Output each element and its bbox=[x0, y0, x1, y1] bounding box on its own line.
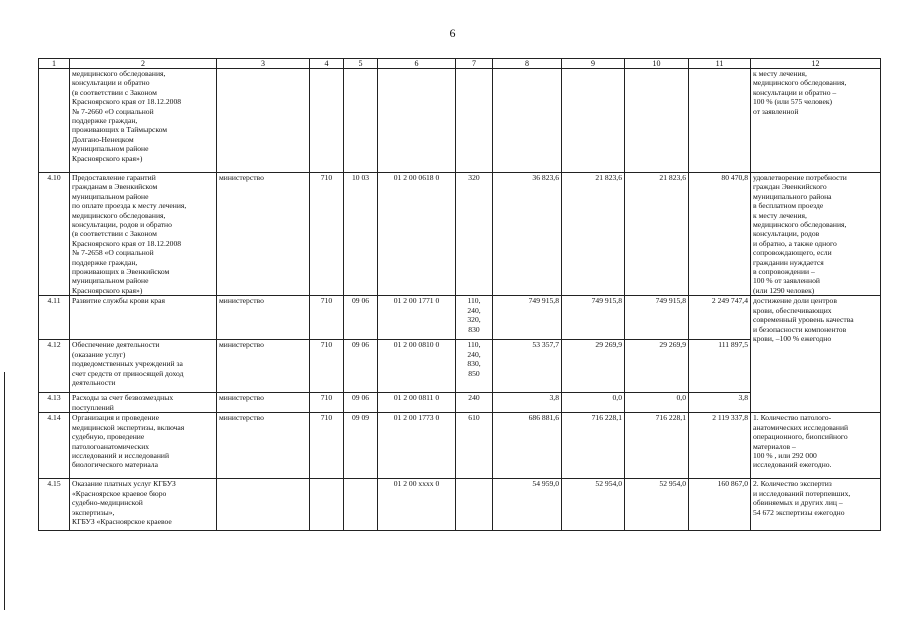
column-number: 12 bbox=[751, 59, 881, 69]
amount-year-2 bbox=[562, 69, 625, 173]
activity-name: Расходы за счет безвозмездных поступлений bbox=[70, 393, 217, 413]
responsible-body bbox=[217, 479, 310, 531]
section-code: 09 09 bbox=[344, 413, 378, 479]
responsible-body: министерство bbox=[217, 340, 310, 393]
expected-result: достижение доли центров крови, обеспечивающих современный уровень качества и безопасности компонентов крови, –100 % ежегодно bbox=[751, 296, 881, 413]
activity-name: Развитие службы крови края bbox=[70, 296, 217, 340]
expected-result: 1. Количество патолого- анатомических исследований операционного, биопсийного материалов – 100 % , или 292 000 исследований ежегодно. bbox=[751, 413, 881, 479]
amount-total: 2 119 337,8 bbox=[689, 413, 751, 479]
amount-year-1 bbox=[493, 69, 562, 173]
expense-type: 110, 240, 830, 850 bbox=[456, 340, 493, 393]
table-row bbox=[39, 296, 881, 340]
table-row bbox=[39, 479, 881, 531]
responsible-body: министерство bbox=[217, 173, 310, 296]
column-number: 1 bbox=[39, 59, 70, 69]
amount-year-3: 29 269,9 bbox=[625, 340, 689, 393]
column-number-row bbox=[39, 59, 881, 69]
expense-type: 240 bbox=[456, 393, 493, 413]
amount-total bbox=[689, 69, 751, 173]
amount-year-3: 0,0 bbox=[625, 393, 689, 413]
activity-name: медицинского обследования, консультации и обратно (в соответствии с Законом Красноярского края от 18.12.2008 № 7-2660 «О социальной поддержке граждан, проживающих в Таймырском Долгано-Ненецком муниципальном районе Красноярского края») bbox=[70, 69, 217, 173]
amount-total: 111 897,5 bbox=[689, 340, 751, 393]
row-number: 4.15 bbox=[39, 479, 70, 531]
amount-year-2: 52 954,0 bbox=[562, 479, 625, 531]
amount-year-3: 716 228,1 bbox=[625, 413, 689, 479]
section-code: 10 03 bbox=[344, 173, 378, 296]
grbs-code: 710 bbox=[310, 340, 344, 393]
page-number: 6 bbox=[449, 26, 456, 40]
responsible-body: министерство bbox=[217, 413, 310, 479]
margin-line bbox=[4, 372, 5, 610]
target-article: 01 2 00 хххх 0 bbox=[378, 479, 456, 531]
amount-total: 3,8 bbox=[689, 393, 751, 413]
target-article: 01 2 00 0810 0 bbox=[378, 340, 456, 393]
activity-name: Оказание платных услуг КГБУЗ «Красноярское краевое бюро судебно-медицинской экспертизы», КГБУЗ «Красноярское краевое bbox=[70, 479, 217, 531]
table-row bbox=[39, 413, 881, 479]
amount-year-2: 29 269,9 bbox=[562, 340, 625, 393]
row-number bbox=[39, 69, 70, 173]
row-number: 4.13 bbox=[39, 393, 70, 413]
expense-type bbox=[456, 69, 493, 173]
activity-name: Предоставление гарантий гражданам в Эвенкийском муниципальном районе по оплате проезда к месту лечения, медицинского обследования, консультации, родов и обратно (в соответствии с Законом Красноярского края от 18.12.2008 № 7-2658 «О социальной поддержке граждан, проживающих в Эвенкийском муниципальном районе Красноярского края») bbox=[70, 173, 217, 296]
grbs-code: 710 bbox=[310, 296, 344, 340]
section-code bbox=[344, 479, 378, 531]
activity-name: Организация и проведение медицинской экспертизы, включая судебную, проведение патологоанатомических исследований и исследований биологического материала bbox=[70, 413, 217, 479]
section-code: 09 06 bbox=[344, 296, 378, 340]
column-number: 7 bbox=[456, 59, 493, 69]
section-code bbox=[344, 69, 378, 173]
expense-type: 610 bbox=[456, 413, 493, 479]
column-number: 11 bbox=[689, 59, 751, 69]
row-number: 4.14 bbox=[39, 413, 70, 479]
amount-year-1: 749 915,8 bbox=[493, 296, 562, 340]
target-article: 01 2 00 1771 0 bbox=[378, 296, 456, 340]
row-number: 4.12 bbox=[39, 340, 70, 393]
amount-year-1: 3,8 bbox=[493, 393, 562, 413]
grbs-code: 710 bbox=[310, 393, 344, 413]
amount-year-1: 686 881,6 bbox=[493, 413, 562, 479]
amount-year-2: 749 915,8 bbox=[562, 296, 625, 340]
column-number: 9 bbox=[562, 59, 625, 69]
expense-type: 320 bbox=[456, 173, 493, 296]
column-number: 5 bbox=[344, 59, 378, 69]
responsible-body bbox=[217, 69, 310, 173]
expense-type bbox=[456, 479, 493, 531]
row-number: 4.11 bbox=[39, 296, 70, 340]
target-article: 01 2 00 1773 0 bbox=[378, 413, 456, 479]
column-number: 10 bbox=[625, 59, 689, 69]
target-article bbox=[378, 69, 456, 173]
expected-result: 2. Количество экспертиз и исследований потерпевших, обвиняемых и других лиц – 54 672 экспертизы ежегодно bbox=[751, 479, 881, 531]
expense-type: 110, 240, 320, 830 bbox=[456, 296, 493, 340]
column-number: 6 bbox=[378, 59, 456, 69]
amount-year-1: 54 959,0 bbox=[493, 479, 562, 531]
amount-year-2: 21 823,6 bbox=[562, 173, 625, 296]
responsible-body: министерство bbox=[217, 296, 310, 340]
amount-year-3: 52 954,0 bbox=[625, 479, 689, 531]
section-code: 09 06 bbox=[344, 393, 378, 413]
amount-year-3 bbox=[625, 69, 689, 173]
grbs-code bbox=[310, 69, 344, 173]
grbs-code: 710 bbox=[310, 413, 344, 479]
column-number: 4 bbox=[310, 59, 344, 69]
expected-result: удовлетворение потребности граждан Эвенкийского муниципального района в бесплатном проезде к месту лечения, медицинского обследования, консультации, родов и обратно, а также одного сопровождающего, если гражданин нуждается в сопровождении – 100 % от заявленной (или 1290 человек) bbox=[751, 173, 881, 296]
amount-year-3: 749 915,8 bbox=[625, 296, 689, 340]
column-number: 2 bbox=[70, 59, 217, 69]
expected-result: к месту лечения, медицинского обследования, консультации и обратно – 100 % (или 575 человек) от заявленной bbox=[751, 69, 881, 173]
column-number: 3 bbox=[217, 59, 310, 69]
amount-year-2: 0,0 bbox=[562, 393, 625, 413]
activity-name: Обеспечение деятельности (оказание услуг) подведомственных учреждений за счет средств от приносящей доход деятельности bbox=[70, 340, 217, 393]
target-article: 01 2 00 0618 0 bbox=[378, 173, 456, 296]
target-article: 01 2 00 0811 0 bbox=[378, 393, 456, 413]
amount-year-1: 53 357,7 bbox=[493, 340, 562, 393]
section-code: 09 06 bbox=[344, 340, 378, 393]
amount-year-2: 716 228,1 bbox=[562, 413, 625, 479]
program-activities-table bbox=[38, 58, 881, 531]
amount-total: 2 249 747,4 bbox=[689, 296, 751, 340]
amount-total: 80 470,8 bbox=[689, 173, 751, 296]
column-number: 8 bbox=[493, 59, 562, 69]
row-number: 4.10 bbox=[39, 173, 70, 296]
table-row bbox=[39, 173, 881, 296]
grbs-code: 710 bbox=[310, 173, 344, 296]
amount-total: 160 867,0 bbox=[689, 479, 751, 531]
grbs-code bbox=[310, 479, 344, 531]
amount-year-3: 21 823,6 bbox=[625, 173, 689, 296]
amount-year-1: 36 823,6 bbox=[493, 173, 562, 296]
responsible-body: министерство bbox=[217, 393, 310, 413]
table-row bbox=[39, 69, 881, 173]
